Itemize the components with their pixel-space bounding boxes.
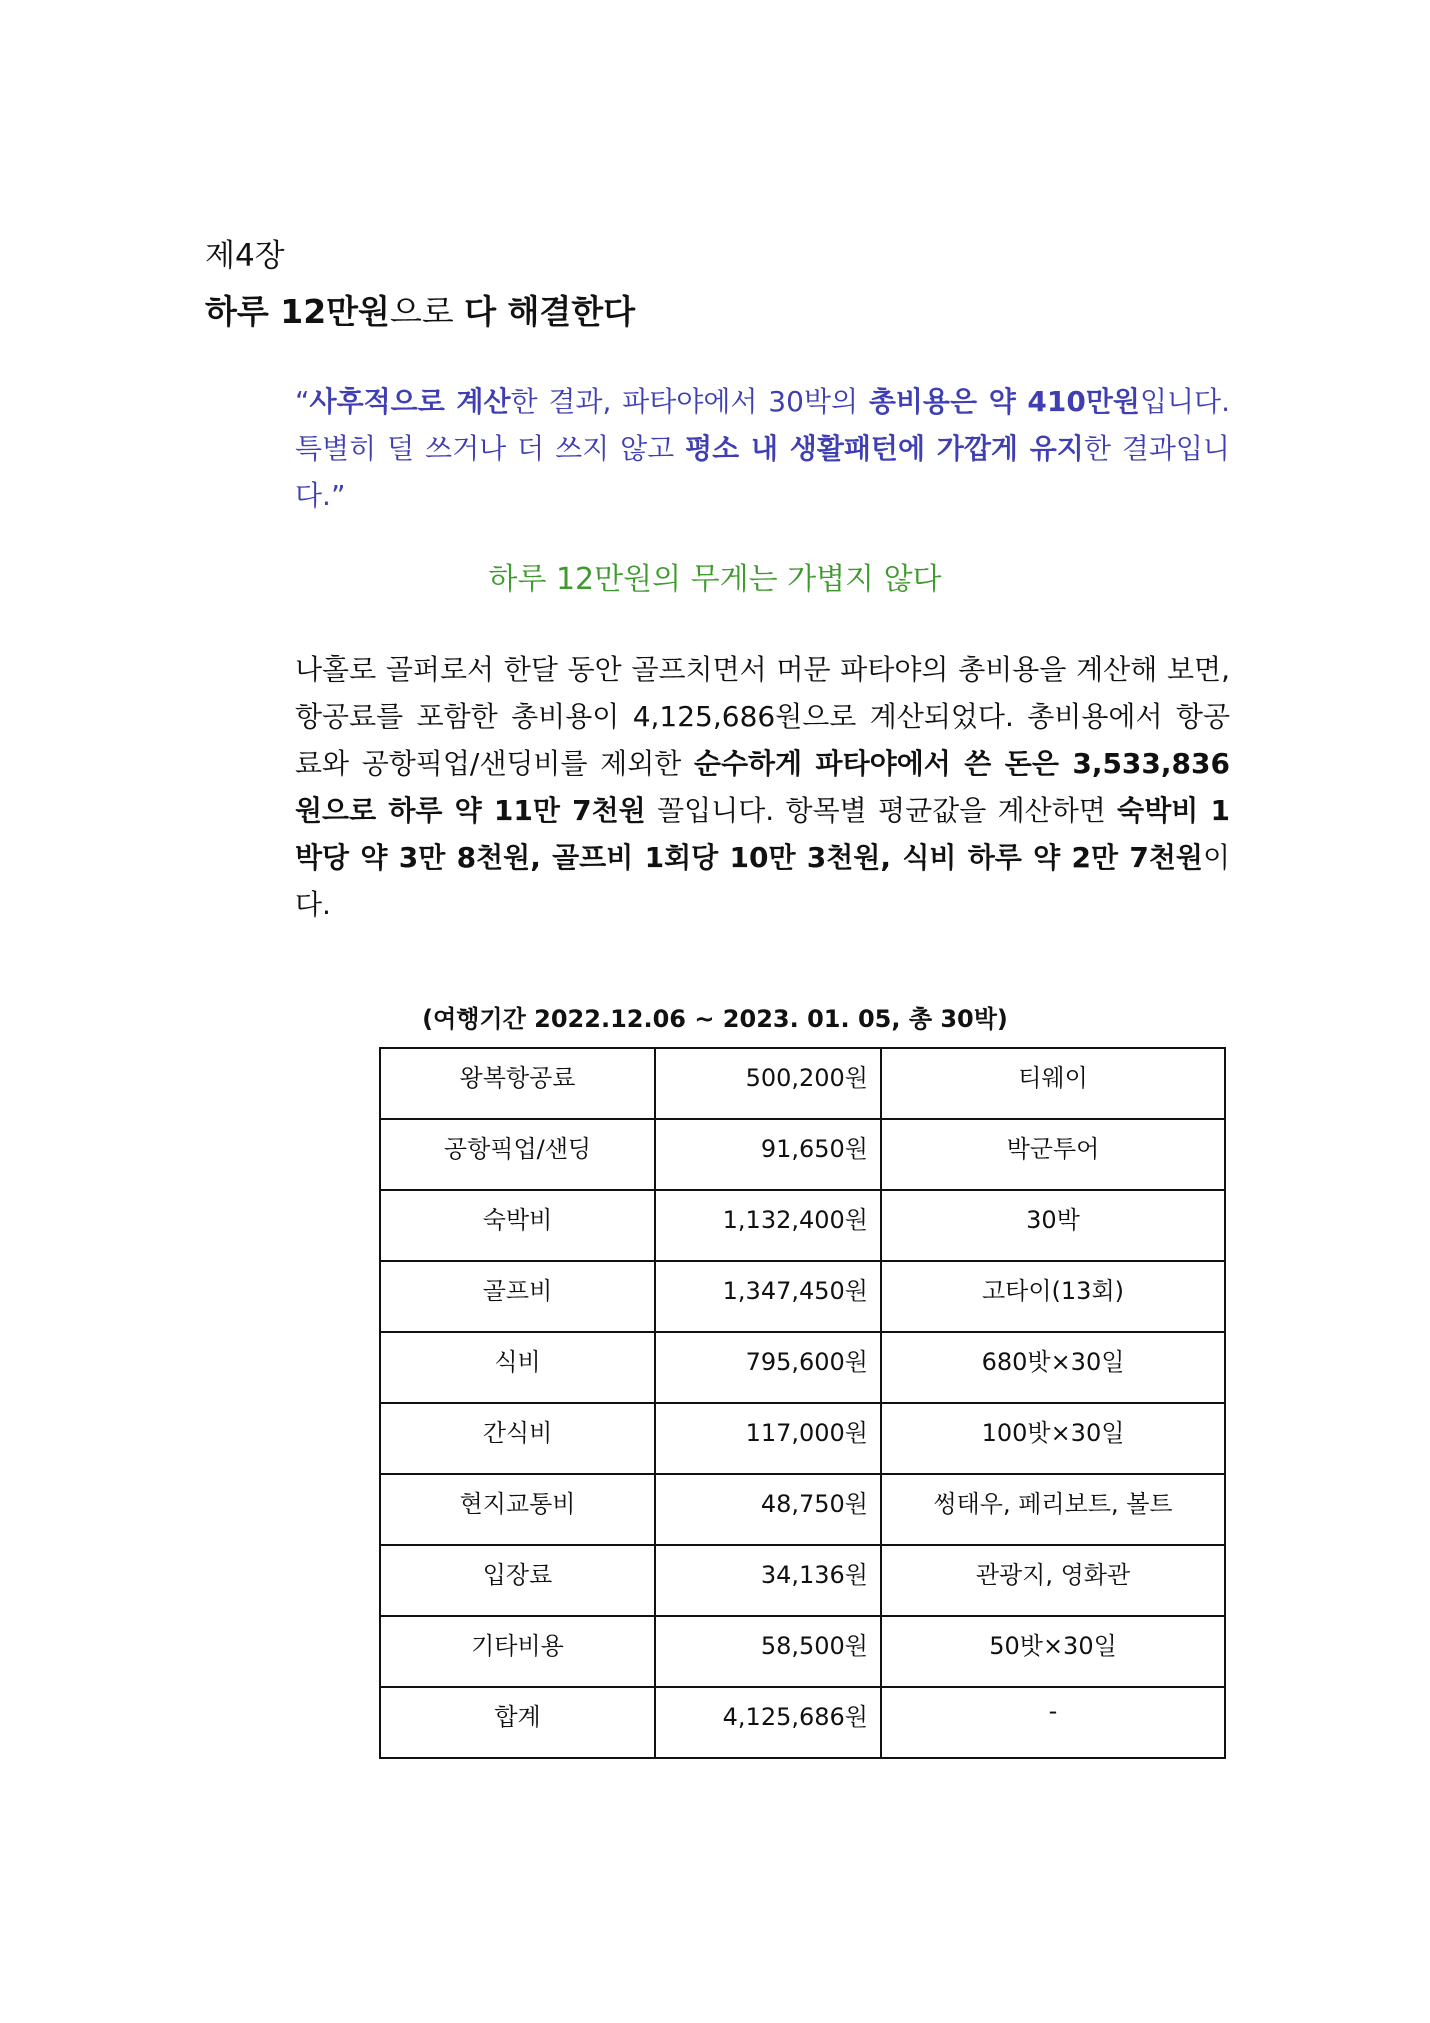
quote-bold-1: 사후적으로 계산: [309, 385, 511, 418]
section-subtitle: 하루 12만원의 무게는 가볍지 않다: [488, 562, 942, 597]
cell-item: 공항픽업/샌딩: [380, 1119, 655, 1190]
quote-open-mark: “: [295, 385, 310, 418]
table-row: [380, 1687, 1225, 1758]
table-row: [380, 1403, 1225, 1474]
cell-amount: 500,200원: [655, 1048, 881, 1119]
cost-table: [379, 1047, 1226, 1759]
body-bold-2: 숙박비 1박당 약 3만 8천원, 골프비 1회당 10만 3천원, 식비 하루 약 2만 7천원: [295, 794, 1231, 874]
cell-item: 현지교통비: [380, 1474, 655, 1545]
body-paragraph: [295, 646, 1230, 928]
table-row: [380, 1190, 1225, 1261]
cell-amount: 48,750원: [655, 1474, 881, 1545]
title-bold-rest: 다 해결한다: [464, 292, 636, 331]
cell-amount: 91,650원: [655, 1119, 881, 1190]
cell-amount: 58,500원: [655, 1616, 881, 1687]
quote-text-1: 한 결과, 파타야에서 30박의: [510, 385, 869, 418]
body-text-3: 이다.: [295, 841, 1230, 921]
table-row: [380, 1545, 1225, 1616]
chapter-title: [205, 290, 635, 334]
cell-item: 기타비용: [380, 1616, 655, 1687]
cell-note: 30박: [881, 1190, 1225, 1261]
cell-item: 입장료: [380, 1545, 655, 1616]
quote-bold-3: 평소 내 생활패턴에 가깝게 유지: [685, 432, 1084, 465]
cell-note: 고타이(13회): [881, 1261, 1225, 1332]
cell-note: 100밧×30일: [881, 1403, 1225, 1474]
quote-text-3: 한 결과입니다.”: [295, 432, 1230, 512]
quote-bold-2: 총비용은 약 410만원: [868, 385, 1140, 418]
body-text-1: 나홀로 골퍼로서 한달 동안 골프치면서 머문 파타야의 총비용을 계산해 보면, 항공료를 포함한 총비용이 4,125,686원으로 계산되었다. 총비용에서 항공료와 공항픽업/샌딩비를 제외한: [295, 653, 1230, 780]
body-bold-1: 순수하게 파타야에서 쓴 돈은 3,533,836원으로 하루 약 11만 7천원: [295, 747, 1230, 827]
summary-quote: [295, 378, 1230, 519]
cell-note: -: [881, 1687, 1225, 1758]
cell-amount: 34,136원: [655, 1545, 881, 1616]
table-row: [380, 1616, 1225, 1687]
table-row: [380, 1474, 1225, 1545]
cell-amount: 795,600원: [655, 1332, 881, 1403]
cost-table-body: [380, 1048, 1225, 1758]
cell-amount: 117,000원: [655, 1403, 881, 1474]
cell-note: 관광지, 영화관: [881, 1545, 1225, 1616]
title-bold-amount: 하루 12만원: [205, 292, 390, 331]
cell-item: 왕복항공료: [380, 1048, 655, 1119]
title-particle: 으로: [389, 292, 465, 331]
cell-note: 680밧×30일: [881, 1332, 1225, 1403]
table-row: [380, 1332, 1225, 1403]
cell-amount: 1,347,450원: [655, 1261, 881, 1332]
cell-amount: 4,125,686원: [655, 1687, 881, 1758]
body-text-2: 꼴입니다. 항목별 평균값을 계산하면: [645, 794, 1118, 827]
chapter-label: 제4장: [205, 238, 285, 274]
cell-item: 합계: [380, 1687, 655, 1758]
cell-note: 박군투어: [881, 1119, 1225, 1190]
cell-item: 식비: [380, 1332, 655, 1403]
quote-text-2: 입니다. 특별히 덜 쓰거나 더 쓰지 않고: [295, 385, 1230, 465]
cell-item: 골프비: [380, 1261, 655, 1332]
table-caption: (여행기간 2022.12.06 ~ 2023. 01. 05, 총 30박): [422, 1005, 1008, 1033]
cell-note: 50밧×30일: [881, 1616, 1225, 1687]
cell-note: 썽태우, 페리보트, 볼트: [881, 1474, 1225, 1545]
cell-item: 간식비: [380, 1403, 655, 1474]
cell-note: 티웨이: [881, 1048, 1225, 1119]
table-row: [380, 1261, 1225, 1332]
cell-amount: 1,132,400원: [655, 1190, 881, 1261]
table-row: [380, 1119, 1225, 1190]
table-row: [380, 1048, 1225, 1119]
cell-item: 숙박비: [380, 1190, 655, 1261]
